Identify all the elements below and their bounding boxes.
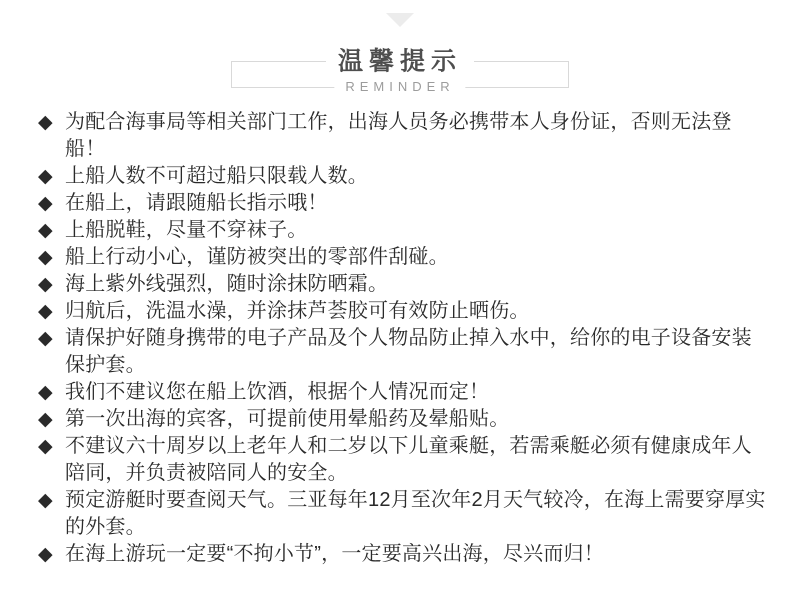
list-item-text: 为配合海事局等相关部门工作，出海人员务必携带本人身份证，否则无法登船！ xyxy=(65,111,732,160)
list-item-text: 上船脱鞋，尽量不穿袜子。 xyxy=(65,219,308,241)
diamond-bullet-icon: ◆ xyxy=(38,301,53,322)
diamond-bullet-icon: ◆ xyxy=(38,490,53,511)
diamond-bullet-icon: ◆ xyxy=(38,409,53,430)
diamond-bullet-icon: ◆ xyxy=(38,544,53,565)
list-item xyxy=(38,298,768,325)
list-item xyxy=(38,217,768,244)
list-item-text: 船上行动小心，谨防被突出的零部件刮碰。 xyxy=(65,246,449,268)
diamond-bullet-icon: ◆ xyxy=(38,274,53,295)
list-item xyxy=(38,271,768,298)
diamond-bullet-icon: ◆ xyxy=(38,436,53,457)
list-item xyxy=(38,487,768,541)
list-item xyxy=(38,109,768,163)
list-item xyxy=(38,379,768,406)
list-item xyxy=(38,406,768,433)
diamond-bullet-icon: ◆ xyxy=(38,166,53,187)
list-item-text: 第一次出海的宾客，可提前使用晕船药及晕船贴。 xyxy=(65,408,510,430)
list-item-text: 在海上游玩一定要“不拘小节”，一定要高兴出海，尽兴而归！ xyxy=(65,543,604,565)
list-item-text: 我们不建议您在船上饮酒，根据个人情况而定！ xyxy=(65,381,490,403)
list-item xyxy=(38,190,768,217)
list-item xyxy=(38,325,768,379)
page-title: 温馨提示 xyxy=(326,48,474,76)
diamond-bullet-icon: ◆ xyxy=(38,112,53,133)
list-item-text: 海上紫外线强烈，随时涂抹防晒霜。 xyxy=(65,273,389,295)
diamond-bullet-icon: ◆ xyxy=(38,382,53,403)
title-frame xyxy=(231,47,569,94)
list-item-text: 不建议六十周岁以上老年人和二岁以下儿童乘艇，若需乘艇必须有健康成年人陪同，并负责被陪同人的安全。 xyxy=(65,435,752,484)
page-subtitle: REMINDER xyxy=(334,80,465,94)
reminder-page xyxy=(0,13,800,596)
list-item-text: 请保护好随身携带的电子产品及个人物品防止掉入水中，给你的电子设备安装保护套。 xyxy=(65,327,752,376)
reminder-list xyxy=(38,109,768,568)
list-item-text: 上船人数不可超过船只限载人数。 xyxy=(65,165,368,187)
list-item xyxy=(38,163,768,190)
diamond-bullet-icon: ◆ xyxy=(38,193,53,214)
list-item xyxy=(38,433,768,487)
list-item-text: 归航后，洗温水澡，并涂抹芦荟胶可有效防止晒伤。 xyxy=(65,300,530,322)
diamond-bullet-icon: ◆ xyxy=(38,220,53,241)
list-item-text: 预定游艇时要查阅天气。三亚每年12月至次年2月天气较冷，在海上需要穿厚实的外套。 xyxy=(65,489,766,538)
diamond-bullet-icon: ◆ xyxy=(38,328,53,349)
triangle-down-icon xyxy=(386,13,414,27)
diamond-bullet-icon: ◆ xyxy=(38,247,53,268)
list-item xyxy=(38,244,768,271)
list-item xyxy=(38,541,768,568)
list-item-text: 在船上，请跟随船长指示哦！ xyxy=(65,192,328,214)
